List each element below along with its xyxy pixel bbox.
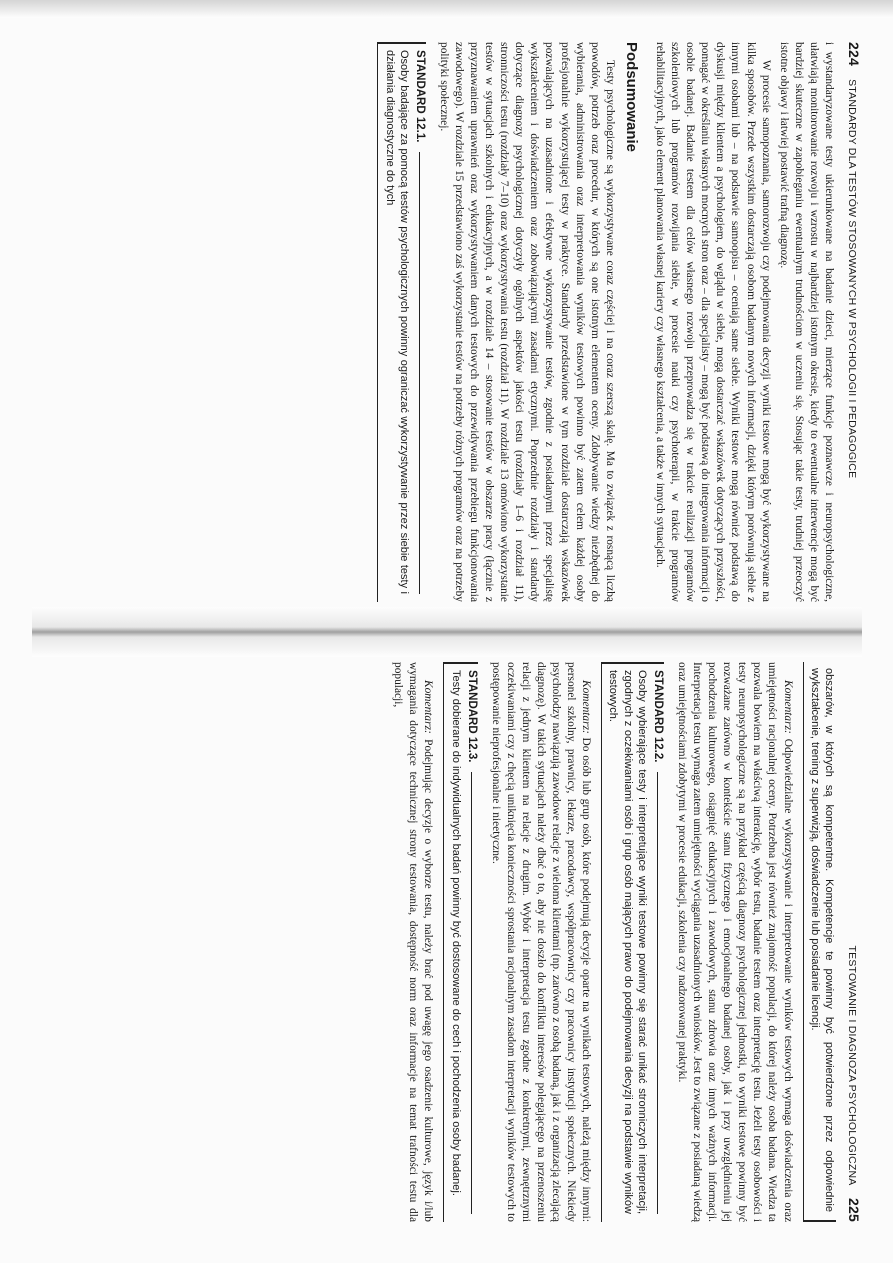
komentarz-2 — [487, 662, 593, 1222]
book-gutter — [32, 607, 862, 657]
standard-12-2-title: STANDARD 12.2. — [651, 669, 664, 762]
title-rule — [471, 772, 472, 1214]
title-rule — [657, 772, 658, 1214]
left-page-number: 224 — [845, 41, 862, 66]
left-paragraph-3: Testy psychologiczne są wykorzystywane coraz częściej i na coraz szerszą skalę. Ma to związek z rosnącą liczbą powodów, potrzeb oraz procedur, w których są one istotnym elementem oceny. Zdobywanie wiedzy niezbędnej do wybierania, administrowania oraz interpretowania wyników testowych powinno być zatem celem każdej osoby profesjonalnie wykorzystującej testy w praktyce. Standardy przedstawione w tym rozdziale dostarczają wskazówek pozwalających na uzasadnione i efektywne wykorzystywanie testów, zgodnie z posiadanymi przez specjalistę wykształceniem i doświadczeniem oraz zobowiązującymi zasadami etycznymi. Poprzednie rozdziały i standardy dotyczące diagnozy psychologicznej dotyczyły ogólnych aspektów jakości testu (rozdziały 1–6 i rozdział 11), stronniczości testu (rozdziały 7–10) oraz wykorzystywania testu (rozdział 11). W rozdziale 13 omówiono wykorzystanie testów w sytuacjach szkolnych i edukacyjnych, a w rozdziale 14 – stosowanie testów w obszarze pracy (łącznie z przyznawaniem uprawnień oraz wykorzystywaniem danych testowych do przewidywania przebiegu funkcjonowania zawodowego). W rozdziale 15 przedstawiono zaś wykorzystanie testów na potrzeby różnych programów oraz na potrzeby polityki społecznej. — [437, 41, 616, 602]
standard-12-1-body: Osoby badające za pomocą testów psychologicznych powinny ograniczać wykorzystywanie przez siebie testy i działania diagnostyczne do tych — [383, 49, 410, 594]
standard-12-2-title-row — [651, 670, 663, 1214]
left-paragraph-2: W procesie samopoznania, samorozwoju czy podejmowania decyzji wyniki testowe mogą być wykorzystywane na kilka sposobów. Przede wszystkim dostarczają osobom badanym nowych informacji, dzięki którym porównują siebie z innymi osobami lub – na podstawie samoopisu – oceniają same siebie. Wyniki testowe mogą również podstawą do dyskusji między klientem a psychologiem, do wglądu w siebie, mogą dostarczać wskazówek dotyczących przyszłości, pomagać w określaniu własnych mocnych stron oraz – dla specjalisty – mogą być podstawą do integrowania informacji o osobie badanej. Badanie testem dla celów własnego rozwoju przeprowadza się w trakcie realizacji programów szkoleniowych lub programów rozwijania siebie, w procesie nauki czy psychoterapii, w trakcie programów rehabilitacyjnych, jako element planowania własnej kariery czy własnego kształcenia, a także w innych sytuacjach. — [653, 41, 772, 602]
standard-12-2-box — [601, 662, 664, 1222]
komentarz-3 — [390, 662, 435, 1222]
standard-12-1-continued-box — [802, 662, 835, 1222]
standard-12-2-body: Osoby wybierające testy i interpretujące wyniki testowe powinny się starać unikać stronniczych interpretacji, zgodnych z oczekiwaniami osób i grup osób mających prawo do podejmowania decyzji na podstawie wyników testowych. — [606, 669, 648, 1214]
komentarz-2-text: Do osób lub grup osób, które podejmują decyzje oparte na wynikach testowych, należą między innymi: personel szkolny, prawnicy, lekarze, pracodawcy, współpracownicy czy pracownicy instytucji społecznych. Niekiedy psycholodzy nawiązują zawodowe relacje z wieloma klientami (np. zarówno z osobą badaną, jak i z organizacją zlecającą diagnozę). W takich sytuacjach należy dbać o to, aby nie doszło do konfliktu interesów polegającego na przenoszeniu relacji z jednym klientem na relacje z drugim. Wybór i interpretacja testu zgodne z konkretnymi, zewnętrznymi oczekiwaniami czy z chęcią uniknięcia konieczności sprostania racjonalnym zasadom interpretacji wyników testowych to postępowanie nieprofesjonalne i nieetyczne. — [489, 661, 592, 1222]
left-paragraph-1: i wystandaryzowane testy ukierunkowane na badanie dzieci, mierzące funkcje poznawcze i neuropsychologiczne, ułatwiają monitorowanie rozwoju i wzrostu w najbardziej istotnym okresie, kiedy to ewentualne interwencje mogą być bardziej skuteczne w zapobieganiu ewentualnym trudnościom w uczeniu się. Stosując takie testy, trudniej przeoczyć istotne objawy i łatwiej postawić trafną diagnozę. — [777, 41, 835, 602]
komentarz-3-text: Podejmując decyzje o wyborze testu, należy brać pod uwagę jego osadzenie kulturowe, język i/lub wymagania dotyczące technicznej strony testowania, dostępność norm oraz informacje na temat trafności testu dla populacji, — [391, 661, 434, 1222]
right-page — [32, 662, 862, 1222]
scan-shadow — [0, 0, 893, 18]
left-running-title: STANDARDY DLA TESTÓW STOSOWANYCH W PSYCHOLOGII I PEDAGOGICE — [845, 78, 858, 478]
standard-12-1-title: STANDARD 12.1. — [413, 49, 426, 142]
komentarz-1-label: Komentarz: — [781, 679, 794, 734]
standard-12-3-body: Testy dobierane do indywidualnych badań powinny być dostosowane do cech i pochodzenia osoby badanej. — [449, 669, 462, 1196]
standard-12-1-box — [377, 42, 425, 602]
left-page — [32, 42, 862, 602]
right-running-title: TESTOWANIE I DIAGNOZA PSYCHOLOGICZNA — [845, 945, 858, 1185]
right-page-number: 225 — [845, 1197, 862, 1222]
standard-12-1-title-row — [413, 50, 425, 594]
komentarz-2-label: Komentarz: — [579, 679, 592, 734]
section-heading: Podsumowanie — [622, 41, 640, 152]
komentarz-1 — [673, 662, 794, 1222]
standard-12-3-title: STANDARD 12.3. — [465, 669, 478, 762]
komentarz-1-text: Odpowiedzialne wykorzystywanie i interpretowanie wyników testowych wymaga doświadczenia oraz umiejętności racjonalnej oceny. Potrzebna jest również znajomość populacji, do której należy osoba badana. Wiedza ta pozwala bowiem na właściwą interakcję, wybór testu, badanie testem oraz interpretację testu. Jeżeli testy osobowości i testy neuropsychologiczne są na przykład częścią diagnozy psychologicznej jednostki, to wyniki testowe powinny być rozważane zarówno w kontekście stanu fizycznego i emocjonalnego badanej osoby, jak i przy uwzględnieniu jej pochodzenia kulturowego, osiągnięć edukacyjnych i zawodowych, stanu zdrowia oraz innych ważnych informacji. Interpretacja testu wymaga zatem umiejętności wyciągania uzasadnionych wniosków. Jest to związane z posiadaną wiedzą oraz umiejętnościami zdobytymi w procesie edukacji, szkolenia czy nadzorowanej praktyki. — [675, 661, 794, 1222]
left-running-head — [846, 42, 862, 602]
standard-12-1-continued-body: obszarów, w których są kompetentne. Kompetencje te powinny być potwierdzone przez odpowiednie wykształcenie, trening z superwizją, doświadczenie lub posiadanie licencji. — [808, 667, 835, 1212]
komentarz-3-label: Komentarz: — [421, 679, 434, 734]
title-rule — [419, 152, 420, 594]
right-running-head — [846, 662, 862, 1222]
rotated-spread — [32, 42, 862, 1222]
standard-12-3-title-row — [465, 670, 477, 1214]
standard-12-3-box — [443, 662, 477, 1222]
